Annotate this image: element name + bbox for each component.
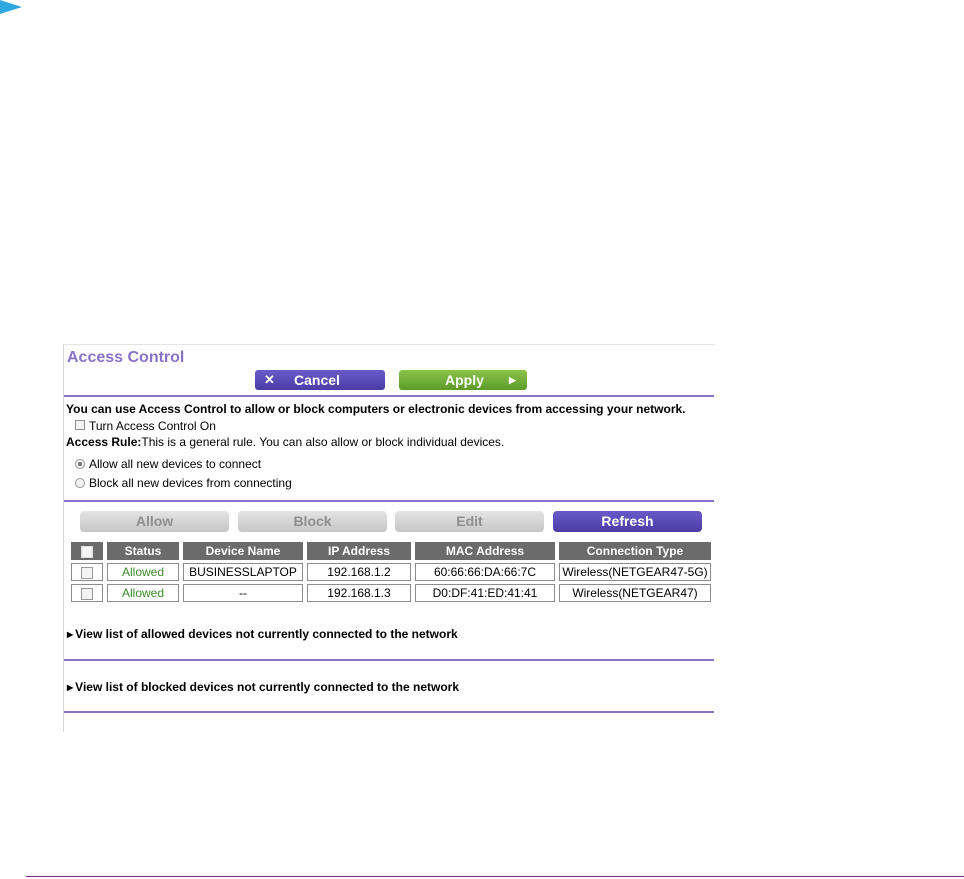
table-row[interactable] [71, 584, 711, 602]
column-header-connection-type: Connection Type [559, 542, 711, 560]
mac-address-cell: D0:DF:41:ED:41:41 [415, 584, 555, 602]
status-cell: Allowed [107, 563, 179, 581]
table-row[interactable] [71, 563, 711, 581]
column-header-ip-address: IP Address [307, 542, 411, 560]
mac-address-cell: 60:66:66:DA:66:7C [415, 563, 555, 581]
table-header-row [71, 542, 711, 560]
close-icon: ✕ [264, 372, 275, 387]
page-title: Access Control [67, 349, 185, 366]
cancel-button[interactable] [255, 370, 385, 390]
column-header-mac-address: MAC Address [415, 542, 555, 560]
play-arrow-icon: ▶ [509, 375, 516, 385]
block-all-label: Block all new devices from connecting [89, 476, 292, 490]
triangle-right-icon: ▶ [67, 630, 74, 639]
connection-type-cell: Wireless(NETGEAR47) [559, 584, 711, 602]
ip-address-cell: 192.168.1.3 [307, 584, 411, 602]
allow-all-radio[interactable] [75, 459, 85, 469]
arrow-marker-icon [0, 0, 22, 14]
triangle-right-icon: ▶ [67, 683, 74, 692]
intro-text: You can use Access Control to allow or block computers or electronic devices from accessing your network. [66, 402, 686, 416]
blocked-devices-link[interactable] [67, 680, 459, 694]
allowed-devices-link-label: View list of allowed devices not currently connected to the network [75, 627, 458, 641]
select-all-checkbox[interactable] [81, 546, 93, 558]
column-header-status: Status [107, 542, 179, 560]
cancel-label: Cancel [294, 372, 340, 388]
access-rule-line [66, 435, 504, 449]
row-checkbox[interactable] [81, 588, 93, 600]
apply-label: Apply [445, 372, 484, 388]
status-cell: Allowed [107, 584, 179, 602]
divider [64, 711, 714, 713]
row-select-cell[interactable] [71, 563, 103, 581]
allow-all-label: Allow all new devices to connect [89, 457, 262, 471]
row-select-cell[interactable] [71, 584, 103, 602]
divider [64, 659, 714, 661]
block-all-radio[interactable] [75, 478, 85, 488]
ip-address-cell: 192.168.1.2 [307, 563, 411, 581]
column-header-device-name: Device Name [183, 542, 303, 560]
block-button[interactable]: Block [238, 511, 387, 532]
edit-button[interactable]: Edit [395, 511, 544, 532]
turn-access-control-checkbox[interactable] [75, 420, 85, 430]
connection-type-cell: Wireless(NETGEAR47-5G) [559, 563, 711, 581]
device-table [67, 539, 715, 605]
turn-access-control-label: Turn Access Control On [89, 419, 216, 433]
apply-button[interactable] [399, 370, 527, 390]
device-name-cell: -- [183, 584, 303, 602]
refresh-button[interactable]: Refresh [553, 511, 702, 532]
select-all-header[interactable] [71, 542, 103, 560]
row-checkbox[interactable] [81, 567, 93, 579]
divider [64, 395, 714, 397]
divider [64, 500, 714, 502]
allowed-devices-link[interactable] [67, 627, 458, 641]
access-rule-prefix: Access Rule: [66, 435, 142, 449]
blocked-devices-link-label: View list of blocked devices not currently connected to the network [75, 680, 460, 694]
allow-button[interactable]: Allow [80, 511, 229, 532]
access-rule-text: This is a general rule. You can also allow or block individual devices. [141, 435, 505, 449]
access-control-panel [63, 344, 715, 732]
device-name-cell: BUSINESSLAPTOP [183, 563, 303, 581]
footer-divider [26, 876, 964, 877]
